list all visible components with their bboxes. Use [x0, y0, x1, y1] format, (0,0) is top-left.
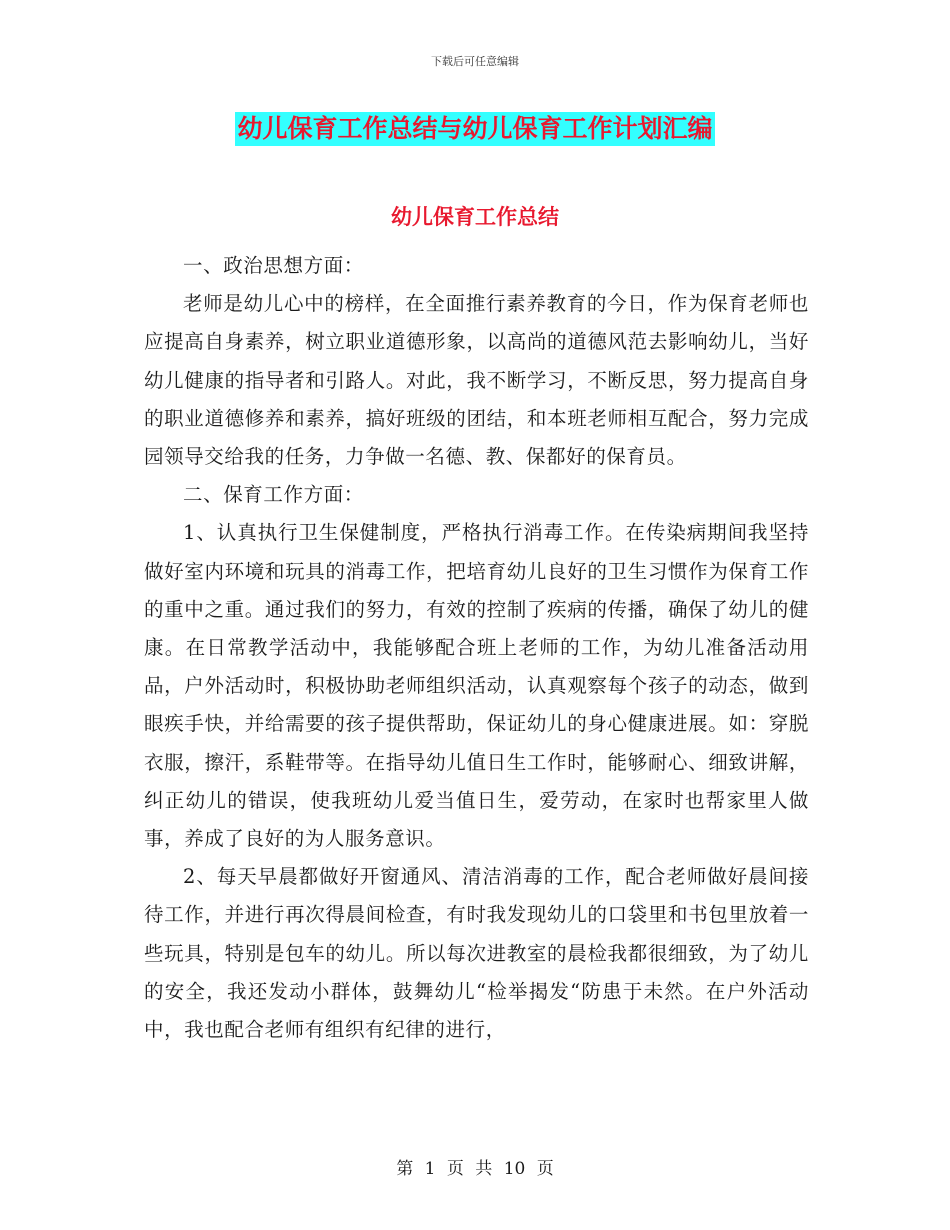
section-title: 幼儿保育工作总结 [391, 205, 559, 229]
page-header-note: 下载后可任意编辑 [431, 55, 519, 68]
document-title-container [0, 112, 950, 146]
heading-care-work: 二、保育工作方面： [183, 483, 364, 507]
paragraph-care-work-1: 1、认真执行卫生保健制度，严格执行消毒工作。在传染病期间我坚持做好室内环境和玩具的消毒工作，把培育幼儿良好的卫生习惯作为保育工作的重中之重。通过我们的努力，有效的控制了疾病的传播，确保了幼儿的健康。在日常教学活动中，我能够配合班上老师的工作，为幼儿准备活动用品，户外活动时，积极协助老师组织活动，认真观察每个孩子的动态，做到眼疾手快，并给需要的孩子提供帮助，保证幼儿的身心健康进展。如：穿脱衣服，擦汗，系鞋带等。在指导幼儿值日生工作时，能够耐心、细致讲解，纠正幼儿的错误，使我班幼儿爱当值日生，爱劳动，在家时也帮家里人做事，养成了良好的为人服务意识。 [144, 521, 809, 851]
document-title: 幼儿保育工作总结与幼儿保育工作计划汇编 [235, 112, 714, 146]
paragraph-political: 老师是幼儿心中的榜样，在全面推行素养教育的今日，作为保育老师也应提高自身素养，树立职业道德形象，以高尚的道德风范去影响幼儿，当好幼儿健康的指导者和引路人。对此，我不断学习，不断反思，努力提高自身的职业道德修养和素养，搞好班级的团结，和本班老师相互配合，努力完成园领导交给我的任务，力争做一名德、教、保都好的保育员。 [144, 292, 809, 469]
document-body [144, 247, 809, 1049]
paragraph-care-work-2: 2、每天早晨都做好开窗通风、清洁消毒的工作，配合老师做好晨间接待工作，并进行再次得晨间检查，有时我发现幼儿的口袋里和书包里放着一些玩具，特别是包车的幼儿。所以每次进教室的晨检我都很细致，为了幼儿的安全，我还发动小群体，鼓舞幼儿“检举揭发“防患于未然。在户外活动中，我也配合老师有组织有纪律的进行， [144, 865, 809, 1042]
heading-political: 一、政治思想方面： [183, 254, 364, 277]
page-number: 第 1 页 共 10 页 [396, 1159, 554, 1179]
